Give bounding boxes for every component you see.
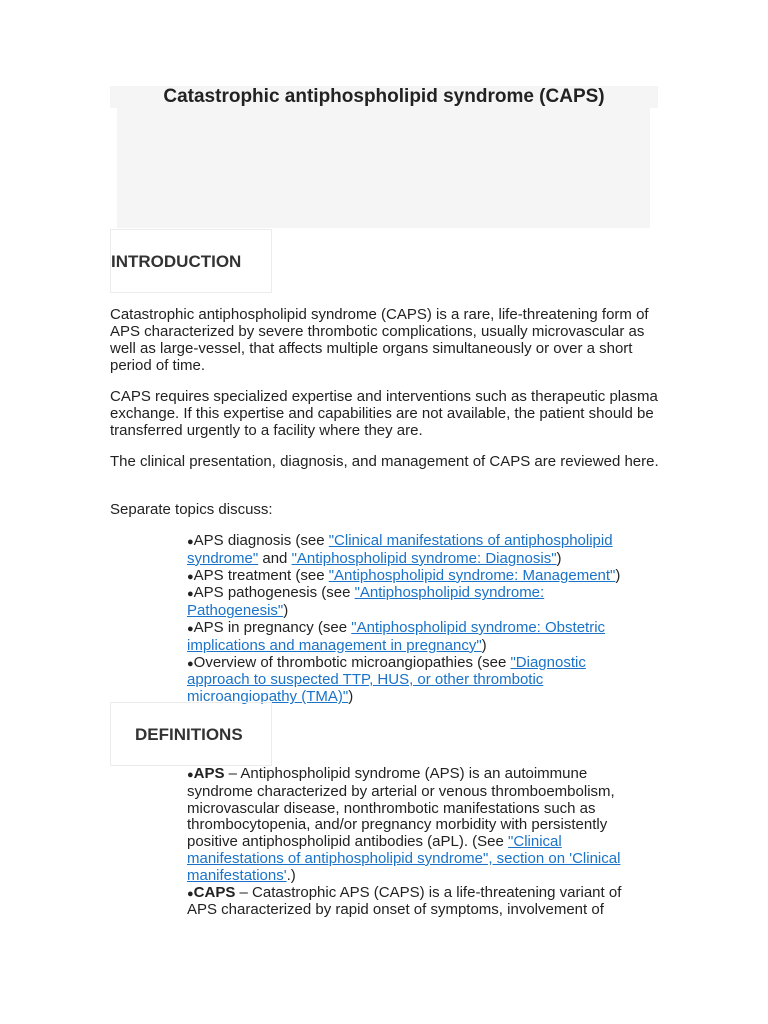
topic-link[interactable]: "Antiphospholipid syndrome: Obstetric implications and management in pregnancy" — [187, 618, 606, 654]
definition-text: – Antiphospholipid syndrome (APS) is an autoimmune syndrome characterized by arterial or venous thromboembolism, microvascular disease, nonthrombotic manifestations such as thrombocytopenia, and/or pregnancy morbidity with persistently positive antiphospholipid antibodies (aPL). (See — [187, 765, 615, 851]
list-item-text: ) — [283, 602, 289, 620]
section-heading-definitions: DEFINITIONS — [110, 702, 272, 766]
definitions-list — [187, 766, 647, 919]
list-item-text: ) — [348, 688, 354, 706]
bullet-icon: ● — [187, 588, 194, 601]
list-item-text: and — [258, 549, 292, 567]
list-item — [187, 655, 647, 706]
intro-paragraph-3: The clinical presentation, diagnosis, and management of CAPS are reviewed here. — [110, 453, 659, 470]
list-item-text: Overview of thrombotic microangiopathies (see — [193, 653, 511, 671]
topic-link[interactable]: "Antiphospholipid syndrome: Pathogenesis" — [187, 584, 545, 620]
definition-term: APS — [193, 765, 225, 782]
list-item-text: APS in pregnancy (see — [193, 618, 352, 636]
bullet-icon: ● — [187, 570, 194, 583]
bullet-icon: ● — [187, 657, 194, 670]
list-item-text: ) — [556, 549, 562, 567]
list-item-text: ) — [615, 566, 621, 584]
page-title: Catastrophic antiphospholipid syndrome (CAPS) — [163, 86, 605, 107]
topic-link[interactable]: "Antiphospholipid syndrome: Diagnosis" — [291, 549, 557, 567]
definition-text: – Catastrophic APS (CAPS) is a life-threatening variant of APS characterized by rapid onset of symptoms, involvement of — [187, 883, 622, 919]
list-item — [187, 568, 647, 586]
list-item — [187, 766, 647, 885]
list-item — [187, 620, 647, 655]
topic-link[interactable]: "Antiphospholipid syndrome: Management" — [328, 566, 616, 584]
bullet-icon: ● — [187, 769, 194, 781]
list-item-text: ) — [481, 636, 487, 654]
list-item — [187, 585, 647, 620]
definition-link[interactable]: "Clinical manifestations of antiphospholipid syndrome", section on 'Clinical manifestations' — [187, 833, 621, 884]
intro-paragraph-1: Catastrophic antiphospholipid syndrome (CAPS) is a rare, life-threatening form of APS characterized by severe thrombotic complications, usually microvascular as well as large-vessel, that affects multiple organs simultaneously or over a short period of time. — [110, 306, 649, 374]
list-item — [187, 533, 647, 568]
definition-term: CAPS — [193, 883, 236, 901]
intro-paragraph-2: CAPS requires specialized expertise and interventions such as therapeutic plasma exchange. If this expertise and capabilities are not available, the patient should be transferred urgently to a facility where they are. — [110, 388, 658, 439]
bullet-icon: ● — [187, 622, 194, 635]
topics-list — [187, 533, 647, 706]
list-item-text: APS diagnosis (see — [193, 532, 329, 549]
intro-paragraph-4: Separate topics discuss: — [110, 501, 273, 518]
list-item-text: APS treatment (see — [193, 566, 329, 584]
bullet-icon: ● — [187, 536, 194, 548]
list-item — [187, 885, 647, 920]
bullet-icon: ● — [187, 887, 194, 900]
definition-text: .) — [286, 866, 296, 884]
list-item-text: APS pathogenesis (see — [193, 584, 355, 602]
section-heading-introduction: INTRODUCTION — [110, 229, 272, 293]
topic-link[interactable]: "Clinical manifestations of antiphospholipid syndrome" — [187, 532, 613, 567]
figure-placeholder — [117, 108, 650, 228]
topic-link[interactable]: "Diagnostic approach to suspected TTP, HUS, or other thrombotic microangiopathy (TMA)" — [187, 653, 586, 706]
